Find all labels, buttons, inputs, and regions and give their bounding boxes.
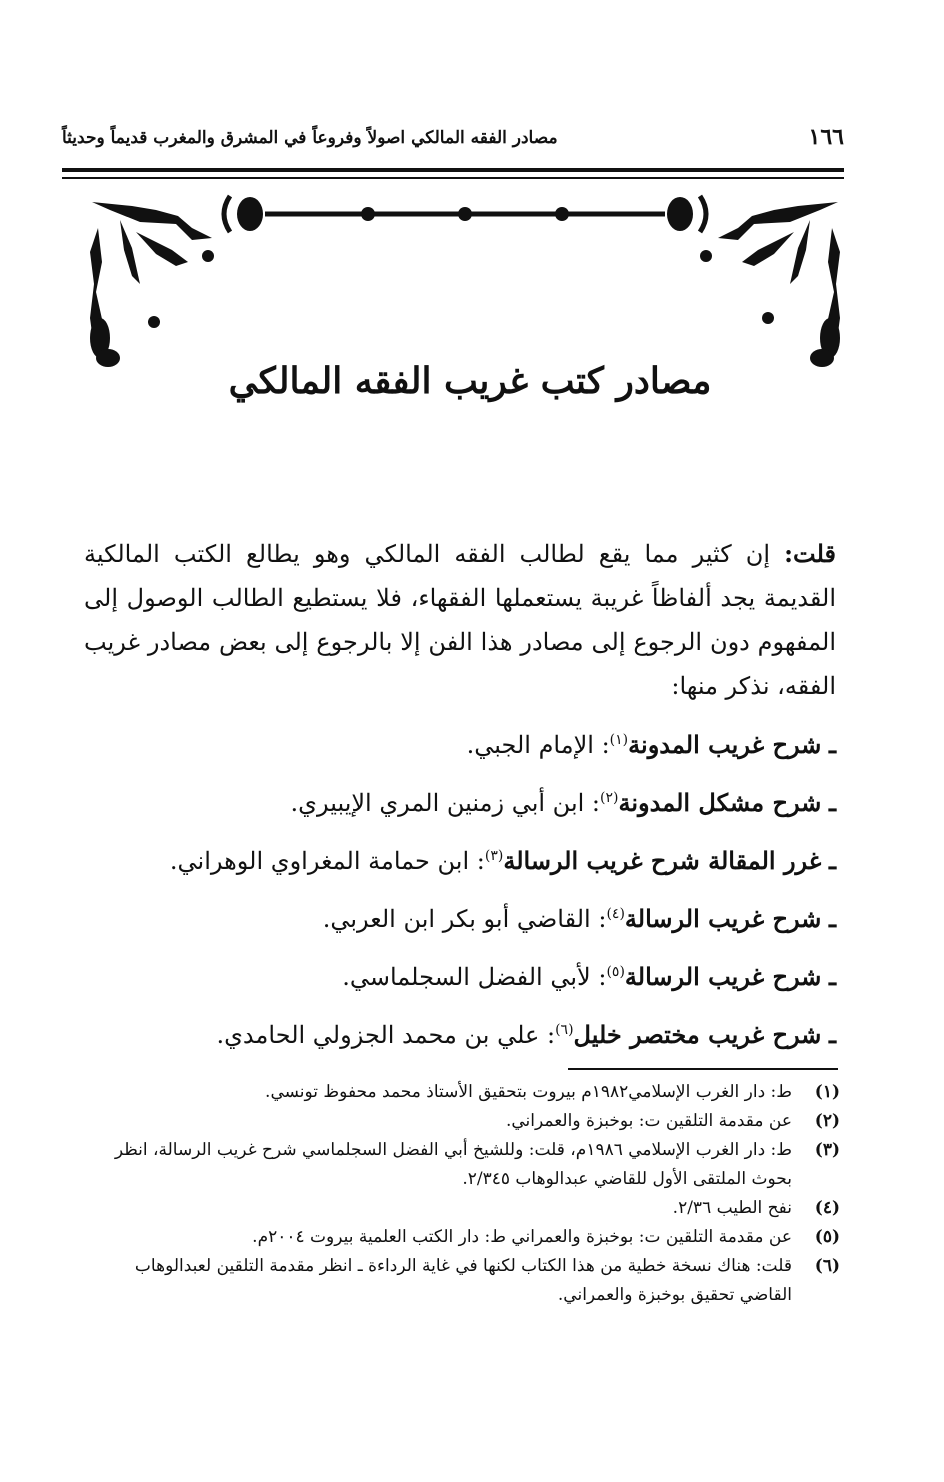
source-list	[84, 718, 836, 1066]
decorative-frame-ornament	[80, 188, 850, 378]
chapter-title: مصادر كتب غريب الفقه المالكي	[228, 360, 712, 402]
author-name: : القاضي أبو بكر ابن العربي.	[322, 905, 607, 933]
footnote-number: (٦)	[814, 1256, 840, 1276]
list-dash: ـ	[828, 904, 836, 933]
book-title: شرح غريب المدونة	[628, 730, 822, 759]
footnote	[84, 1252, 840, 1310]
footnote-text: قلت: هناك نسخة خطية من هذا الكتاب لكنها في غاية الرداءة ـ انظر مقدمة التلقين لعبدالوهاب القاضي تحقيق بوخبزة والعمراني.	[134, 1256, 792, 1305]
footnote	[84, 1078, 840, 1107]
book-title: شرح غريب الرسالة	[624, 962, 822, 991]
list-dash: ـ	[828, 846, 836, 875]
footnote-ref: (٢)	[600, 790, 619, 806]
footnote	[84, 1223, 840, 1252]
author-name: : لأبي الفضل السجلماسي.	[342, 963, 607, 991]
intro-lead: قلت:	[784, 539, 836, 568]
footnote-separator	[568, 1068, 838, 1070]
source-item	[84, 718, 836, 776]
header-rule-thick	[62, 168, 844, 172]
footnote-number: (١)	[814, 1082, 840, 1102]
footnote-text: ط: دار الغرب الإسلامي ١٩٨٦م، قلت: وللشيخ أبي الفضل السجلماسي شرح غريب الرسالة، انظر بحوث الملتقى الأول للقاضي عبدالوهاب ٢/٣٤٥.	[114, 1140, 792, 1189]
author-name: : الإمام الجبي.	[466, 731, 610, 759]
footnote-number: (٤)	[814, 1198, 840, 1218]
source-item	[84, 892, 836, 950]
footnote	[84, 1136, 840, 1194]
footnote-text: عن مقدمة التلقين ت: بوخبزة والعمراني ط: دار الكتب العلمية بيروت ٢٠٠٤م.	[252, 1227, 792, 1247]
intro-paragraph	[84, 532, 836, 708]
footnote-ref: (٥)	[606, 964, 625, 980]
source-item	[84, 950, 836, 1008]
book-title: شرح غريب مختصر خليل	[573, 1020, 822, 1049]
footnote-number: (٥)	[814, 1227, 840, 1247]
footnote-number: (٣)	[814, 1140, 840, 1160]
source-item	[84, 776, 836, 834]
list-dash: ـ	[828, 730, 836, 759]
book-title: شرح غريب الرسالة	[624, 904, 822, 933]
footnote-number: (٢)	[814, 1111, 840, 1131]
footnote-text: نفح الطيب ٢/٣٦.	[672, 1198, 792, 1218]
source-item	[84, 834, 836, 892]
author-name: : علي بن محمد الجزولي الحامدي.	[216, 1021, 556, 1049]
running-title: مصادر الفقه المالكي اصولاً وفروعاً في المشرق والمغرب قديماً وحديثاً	[62, 128, 558, 148]
book-title: غرر المقالة شرح غريب الرسالة	[503, 846, 822, 875]
footnote	[84, 1107, 840, 1136]
footnote-ref: (٤)	[606, 906, 625, 922]
intro-text: إن كثير مما يقع لطالب الفقه المالكي وهو يطالع الكتب المالكية القديمة يجد ألفاظاً غريبة يستعملها الفقهاء، فلا يستطيع الطالب الوصول إلى المفهوم دون الرجوع إلى مصادر هذا الفن إلا بالرجوع إلى بعض مصادر غريب الفقه، نذكر منها:	[84, 540, 836, 700]
book-title: شرح مشكل المدونة	[618, 788, 822, 817]
footnotes	[84, 1078, 840, 1310]
author-name: : ابن حمامة المغراوي الوهراني.	[169, 847, 485, 875]
list-dash: ـ	[828, 788, 836, 817]
footnote-text: ط: دار الغرب الإسلامي١٩٨٢م بيروت بتحقيق الأستاذ محمد محفوظ تونسي.	[265, 1082, 792, 1102]
footnote-ref: (٦)	[555, 1022, 574, 1038]
footnote-ref: (٣)	[484, 848, 504, 864]
list-dash: ـ	[828, 1020, 836, 1049]
author-name: : ابن أبي زمنين المري الإيبيري.	[290, 789, 601, 817]
running-header	[62, 124, 844, 158]
footnote-text: عن مقدمة التلقين ت: بوخبزة والعمراني.	[505, 1111, 792, 1131]
page-number: ١٦٦	[808, 124, 844, 150]
header-rule-thin	[62, 177, 844, 179]
footnote-ref: (١)	[609, 732, 629, 748]
footnote	[84, 1194, 840, 1223]
source-item	[84, 1008, 836, 1066]
list-dash: ـ	[828, 962, 836, 991]
